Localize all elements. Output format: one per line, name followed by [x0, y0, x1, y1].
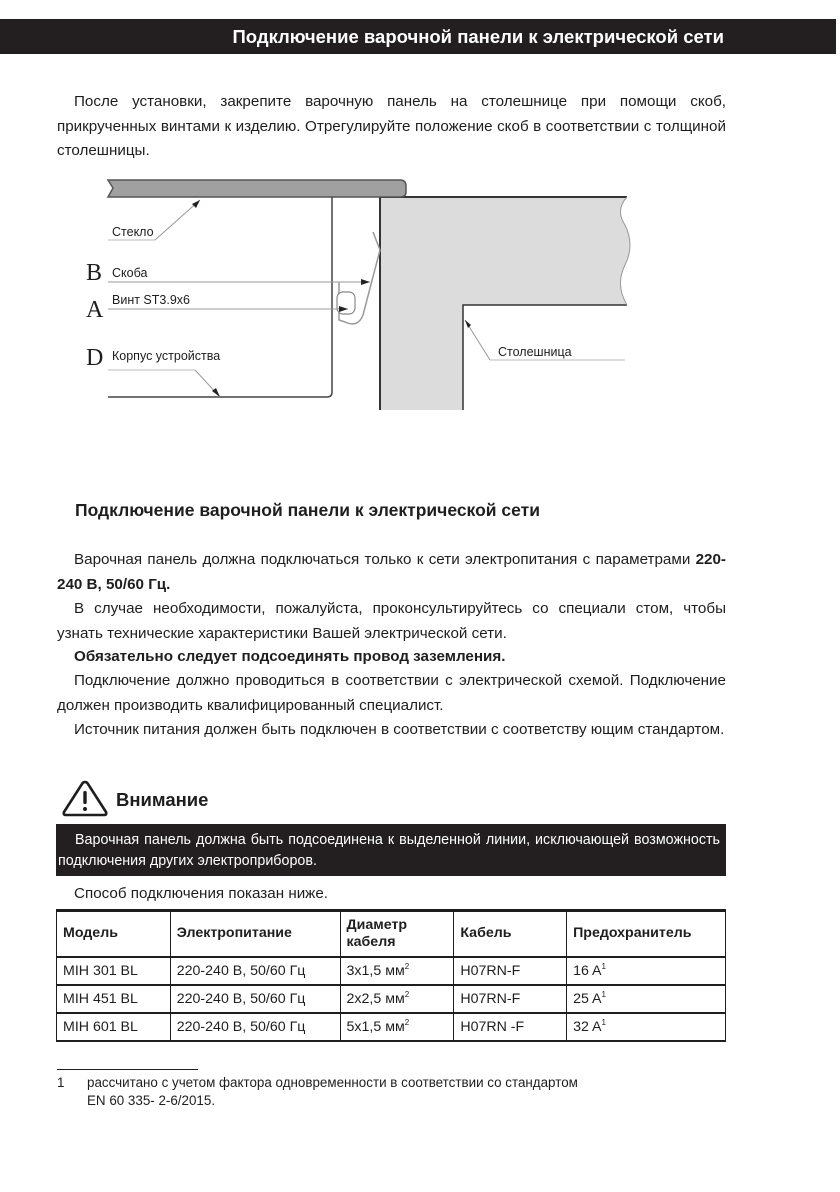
- col-header-cable: Кабель: [454, 911, 567, 957]
- letter-d: D: [86, 345, 104, 371]
- warning-box: [56, 824, 726, 876]
- table-row: [57, 985, 726, 1013]
- footnote-number: 1: [57, 1075, 65, 1090]
- cell-power: 220-240 В, 50/60 Гц: [170, 985, 340, 1013]
- col-header-model: Модель: [57, 911, 171, 957]
- paragraph-text: Подключение должно проводиться в соответствии с электрической схемой. Подключение должен производить квалифицированный специалист.: [57, 672, 726, 714]
- cell-model: MIH 451 BL: [57, 985, 171, 1013]
- cell-diameter: 5х1,5 $мм^2$: [340, 1013, 454, 1041]
- connection-intro: [57, 882, 726, 907]
- cell-cable: H07RN-F: [454, 985, 567, 1013]
- warning-triangle-icon: [60, 778, 110, 823]
- cell-power: 220-240 В, 50/60 Гц: [170, 1013, 340, 1041]
- col-header-fuse: Предохранитель: [567, 911, 726, 957]
- cell-model: MIH 301 BL: [57, 957, 171, 985]
- cell-diameter: 2х2,5 $мм^2$: [340, 985, 454, 1013]
- cell-fuse: 32 $A^1$: [567, 1013, 726, 1041]
- connection-intro-text: Способ подключения показан ниже.: [74, 885, 329, 902]
- paragraph-text: Источник питания должен быть подключен в соответствии с соответству ющим стандартом.: [74, 721, 725, 738]
- table-row: [57, 1013, 726, 1041]
- letter-b: B: [86, 260, 103, 286]
- cell-power: 220-240 В, 50/60 Гц: [170, 957, 340, 985]
- page-title: Подключение варочной панели к электрической сети: [232, 26, 724, 47]
- installation-diagram: [80, 170, 640, 410]
- table-row: [57, 957, 726, 985]
- label-glass: Стекло: [112, 225, 154, 239]
- warning-heading: [60, 780, 208, 820]
- grounding-warning: Обязательно следует подсоединять провод заземления.: [74, 648, 506, 665]
- cell-fuse: 16 $A^1$: [567, 957, 726, 985]
- label-body: Корпус устройства: [112, 349, 221, 363]
- intro-paragraph: [57, 90, 726, 164]
- paragraph-grounding: [57, 645, 726, 670]
- label-bracket: Скоба: [112, 266, 148, 280]
- warning-title: Внимание: [116, 789, 209, 810]
- warning-text: Варочная панель должна быть подсоединена к выделенной линии, исключающей возможность подключения других электроприборов.: [58, 832, 720, 869]
- paragraph-power-params: [57, 548, 726, 597]
- intro-text: После установки, закрепите варочную панель на столешнице при помощи скоб, прикрученных винтами к изделию. Отрегулируйте положение скоб в соответствии с толщиной столешницы.: [57, 93, 726, 160]
- cell-diameter: 3х1,5 $мм^2$: [340, 957, 454, 985]
- label-countertop: Столешница: [498, 345, 572, 359]
- cell-cable: H07RN-F: [454, 957, 567, 985]
- footnote-text: рассчитано с учетом фактора одновременности в соответствии со стандартом EN 60 335- 2-6/2015.: [87, 1075, 578, 1108]
- paragraph-scheme: [57, 669, 726, 718]
- paragraph-text: В случае необходимости, пожалуйста, проконсультируйтесь со специали стом, чтобы узнать технические характеристики Вашей электрической сети.: [57, 600, 726, 642]
- label-screw: Винт ST3.9x6: [112, 293, 190, 307]
- footnote-divider: [57, 1069, 198, 1070]
- section-title: Подключение варочной панели к электрической сети: [75, 500, 540, 520]
- paragraph-text: Варочная панель должна подключаться только к сети электропитания с параметрами: [74, 551, 696, 568]
- cell-cable: H07RN -F: [454, 1013, 567, 1041]
- col-header-power: Электропитание: [170, 911, 340, 957]
- col-header-diameter: Диаметр кабеля: [340, 911, 454, 957]
- table-header-row: [57, 911, 726, 957]
- connection-table: [56, 909, 726, 1042]
- paragraph-standard: [57, 718, 726, 743]
- voltage-value: 220-240 В, 50/60 Гц.: [57, 551, 726, 593]
- letter-a: A: [86, 297, 104, 323]
- paragraph-consult: [57, 597, 726, 646]
- cell-model: MIH 601 BL: [57, 1013, 171, 1041]
- cell-fuse: 25 $A^1$: [567, 985, 726, 1013]
- header-bar: [0, 19, 836, 54]
